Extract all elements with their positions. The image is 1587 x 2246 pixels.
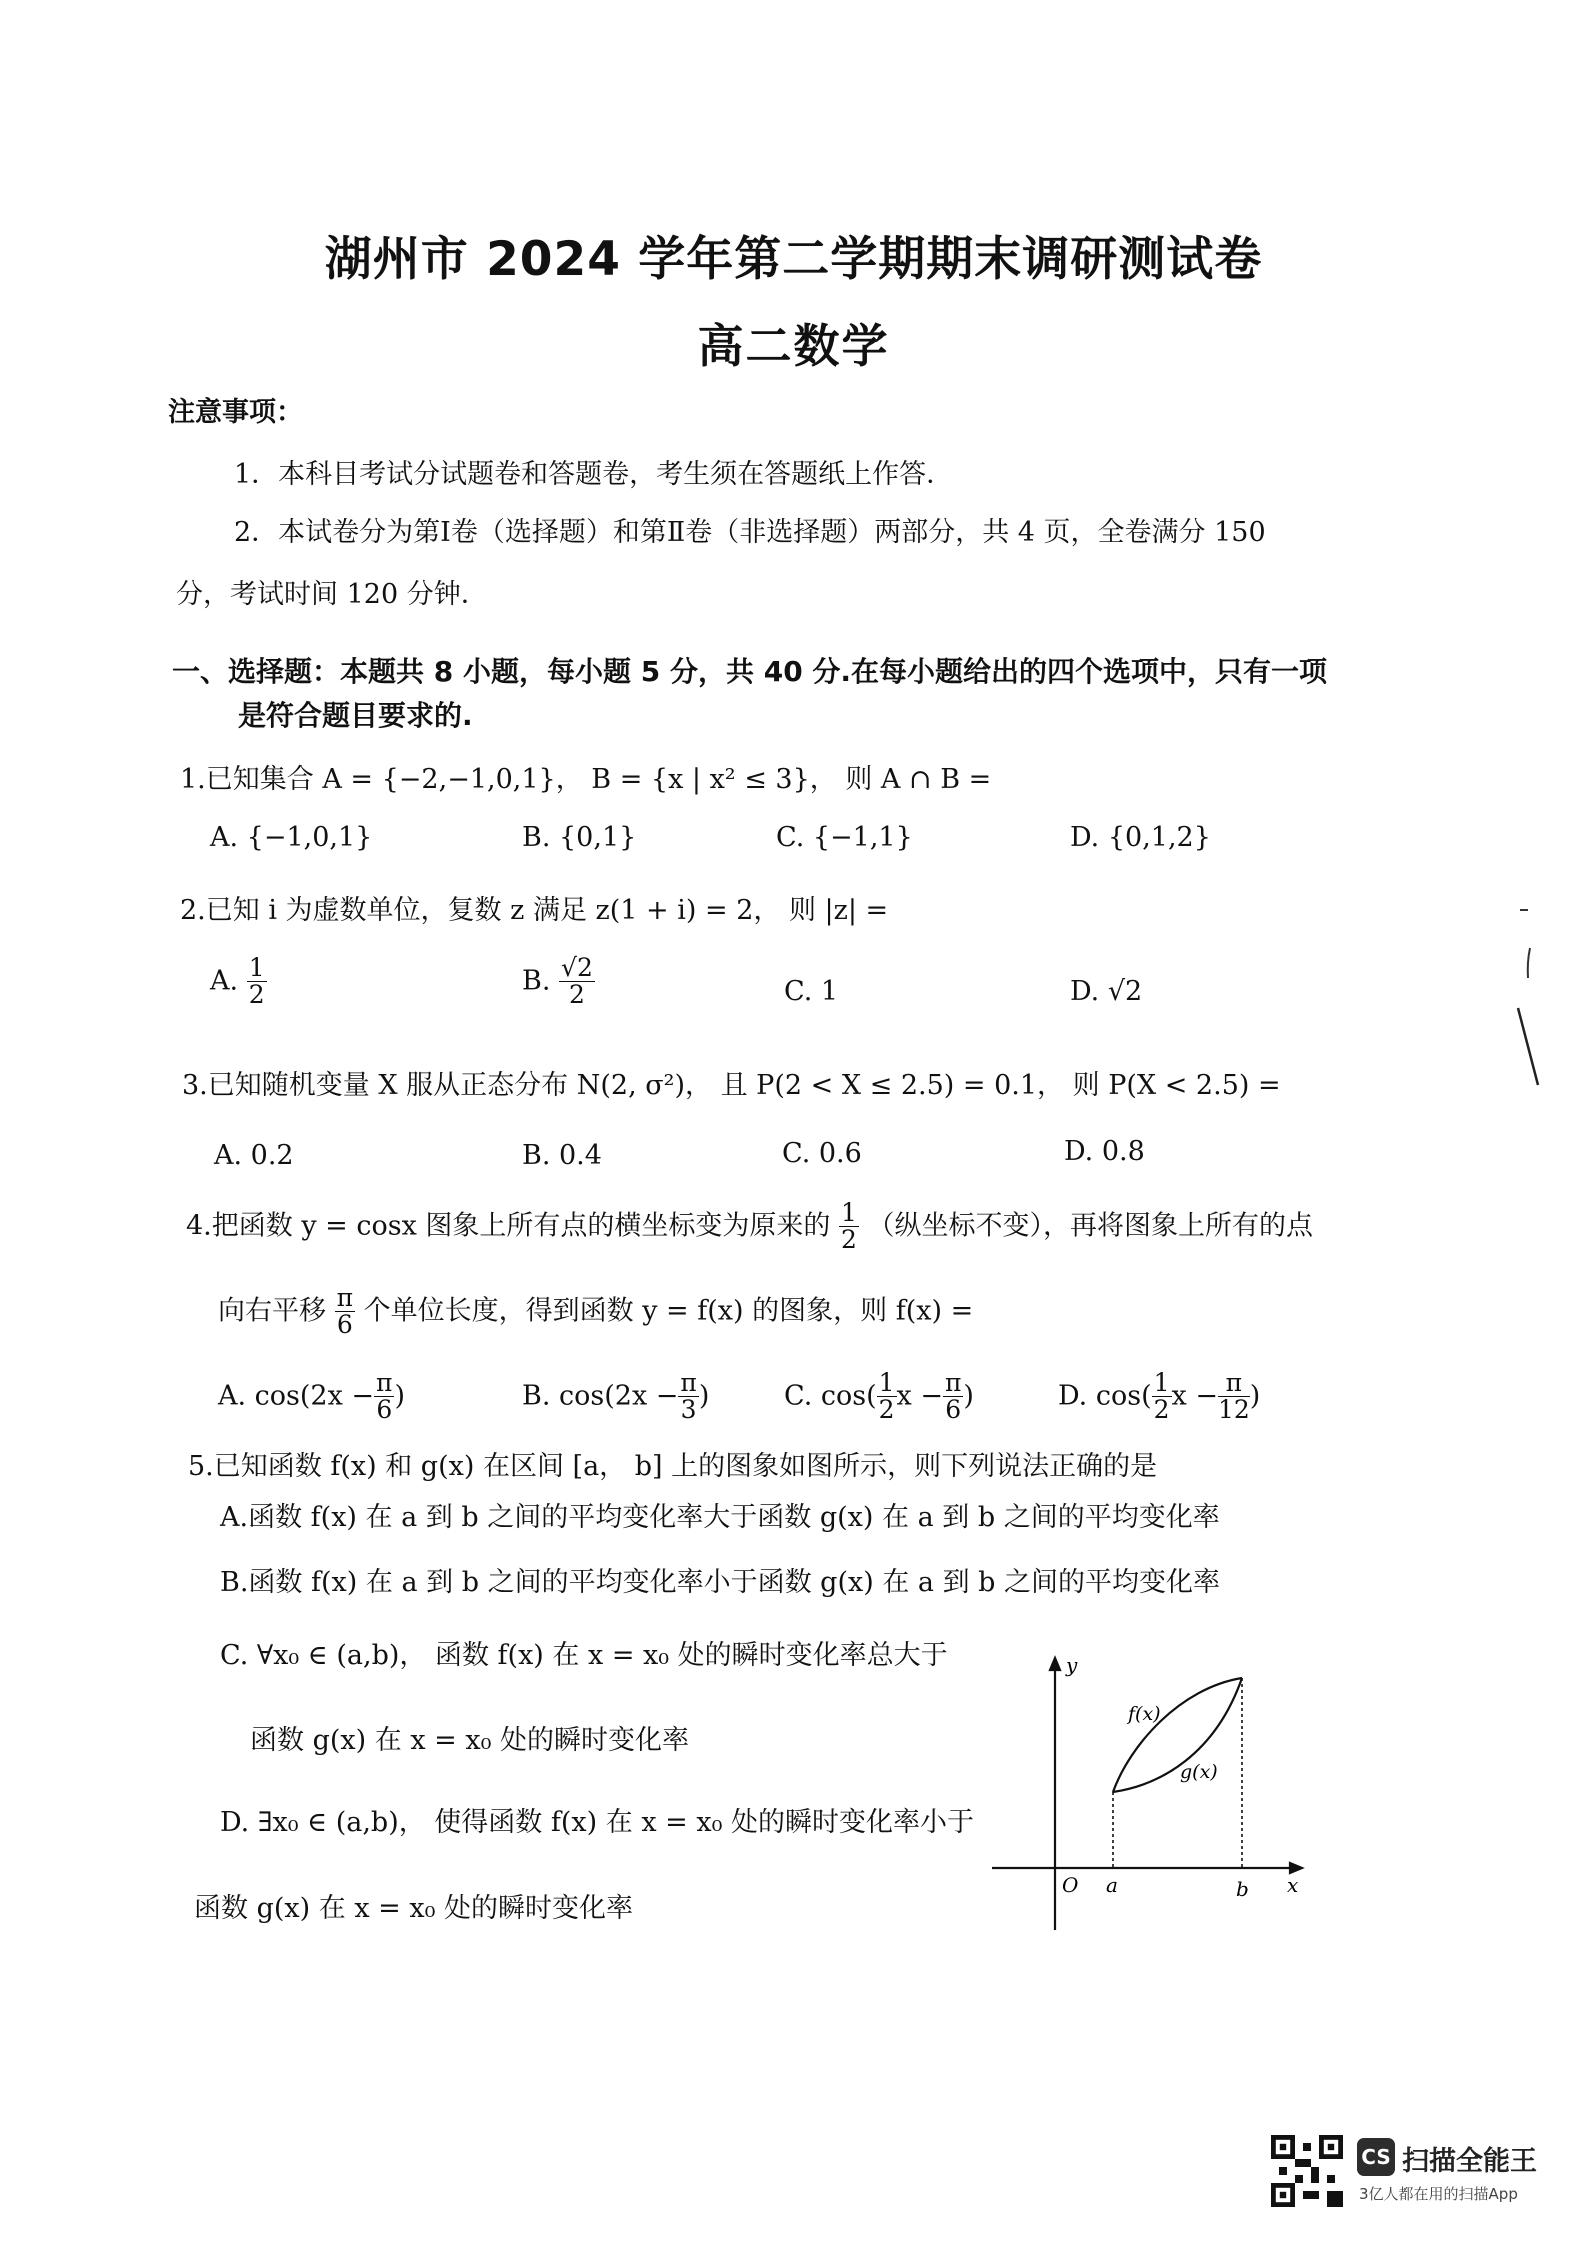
question-1-option-d: D. {0,1,2} bbox=[1070, 822, 1211, 853]
origin-label: O bbox=[1062, 1873, 1079, 1897]
g-curve bbox=[1113, 1678, 1242, 1792]
question-5-option-b: B.函数 f(x) 在 a 到 b 之间的平均变化率小于函数 g(x) 在 a 到 b 之间的平均变化率 bbox=[220, 1567, 1221, 1598]
question-5-option-a: A.函数 f(x) 在 a 到 b 之间的平均变化率大于函数 g(x) 在 a 到 b 之间的平均变化率 bbox=[220, 1502, 1220, 1533]
question-5-option-d: D. ∃x₀ ∈ (a,b)， 使得函数 f(x) 在 x = x₀ 处的瞬时变化率小于 bbox=[220, 1807, 974, 1838]
g-label: g(x) bbox=[1180, 1761, 1218, 1783]
exam-subject: 高二数学 bbox=[697, 319, 890, 373]
notice-item-1: 1．本科目考试分试题卷和答题卷，考生须在答题纸上作答． bbox=[234, 459, 954, 490]
question-4-option-a: A. cos(2x − $\frac{\pi}{6}$ ) bbox=[218, 1368, 406, 1425]
question-2-stem: 2.已知 i 为虚数单位，复数 z 满足 z(1 + i) = 2， 则 |z| = bbox=[180, 895, 889, 926]
x-axis-arrow bbox=[1290, 1863, 1302, 1873]
question-1-stem: 1.已知集合 A = {−2,−1,0,1}， B = {x | x² ≤ 3}， 则 A ∩ B = bbox=[180, 764, 992, 795]
question-1-option-a: A. {−1,0,1} bbox=[210, 822, 373, 853]
function-graph-figure bbox=[980, 1640, 1320, 1940]
question-1-option-c: C. {−1,1} bbox=[776, 822, 913, 853]
section-1-heading: 一、选择题：本题共 8 小题，每小题 5 分，共 40 分.在每小题给出的四个选项中，只有一项 bbox=[172, 655, 1328, 688]
a-label: a bbox=[1106, 1873, 1118, 1897]
camscanner-tagline: 3亿人都在用的扫描App bbox=[1359, 2185, 1518, 2203]
x-label: x bbox=[1287, 1873, 1299, 1897]
y-axis-arrow bbox=[1050, 1658, 1060, 1670]
section-1-heading-cont: 是符合题目要求的. bbox=[238, 699, 473, 732]
question-4-stem: 4.把函数 y = cosx 图象上所有点的横坐标变为原来的 $\frac{1}{2}$ （纵坐标不变），再将图象上所有的点 bbox=[186, 1198, 1314, 1255]
exam-title: 湖州市 2024 学年第二学期期末调研测试卷 bbox=[324, 232, 1263, 287]
notice-item-2: 2．本试卷分为第Ⅰ卷（选择题）和第Ⅱ卷（非选择题）两部分，共 4 页，全卷满分 150 bbox=[234, 517, 1266, 548]
question-1-option-b: B. {0,1} bbox=[522, 822, 637, 853]
camscanner-name: 扫描全能王 bbox=[1402, 2146, 1537, 2177]
f-label: f(x) bbox=[1128, 1703, 1161, 1725]
qr-code-icon bbox=[1271, 2135, 1343, 2207]
f-curve bbox=[1113, 1678, 1242, 1792]
question-4-option-c: C. cos( $\frac{1}{2}$ x − $\frac{\pi}{6}$ ) bbox=[784, 1368, 974, 1425]
notice-heading: 注意事项： bbox=[168, 397, 303, 428]
camscanner-logo: CS bbox=[1357, 2138, 1395, 2176]
question-3-option-c: C. 0.6 bbox=[782, 1138, 862, 1169]
question-4-stem-cont: 向右平移 $\frac{\pi}{6}$ 个单位长度，得到函数 y = f(x) 的图象，则 f(x) = bbox=[218, 1283, 974, 1340]
notice-item-2-cont: 分，考试时间 120 分钟． bbox=[176, 579, 488, 610]
margin-marks bbox=[1510, 900, 1550, 1100]
question-3-option-d: D. 0.8 bbox=[1064, 1136, 1145, 1167]
question-5-option-c-cont: 函数 g(x) 在 x = x₀ 处的瞬时变化率 bbox=[250, 1725, 689, 1756]
question-2-option-b: B. $\frac{√2}{2}$ bbox=[522, 953, 593, 1010]
question-5-option-c: C. ∀x₀ ∈ (a,b)， 函数 f(x) 在 x = x₀ 处的瞬时变化率总大于 bbox=[220, 1640, 948, 1671]
question-4-option-d: D. cos( $\frac{1}{2}$ x − $\frac{\pi}{12}$ ) bbox=[1058, 1368, 1261, 1425]
b-label: b bbox=[1236, 1877, 1249, 1901]
question-3-option-b: B. 0.4 bbox=[522, 1140, 602, 1171]
question-2-option-c: C. 1 bbox=[784, 976, 839, 1007]
question-5-stem: 5.已知函数 f(x) 和 g(x) 在区间 [a， b] 上的图象如图所示，则下列说法正确的是 bbox=[188, 1451, 1158, 1482]
question-5-option-d-cont: 函数 g(x) 在 x = x₀ 处的瞬时变化率 bbox=[194, 1893, 633, 1924]
question-4-option-b: B. cos(2x − $\frac{\pi}{3}$ ) bbox=[522, 1368, 710, 1425]
question-2-option-d: D. √2 bbox=[1070, 976, 1143, 1007]
question-3-stem: 3.已知随机变量 X 服从正态分布 N(2, σ²)， 且 P(2 < X ≤ 2.5) = 0.1， 则 P(X < 2.5) = bbox=[182, 1070, 1281, 1101]
question-3-option-a: A. 0.2 bbox=[214, 1140, 294, 1171]
question-2-option-a: A. $\frac{1}{2}$ bbox=[210, 953, 265, 1010]
y-label: y bbox=[1066, 1653, 1078, 1677]
